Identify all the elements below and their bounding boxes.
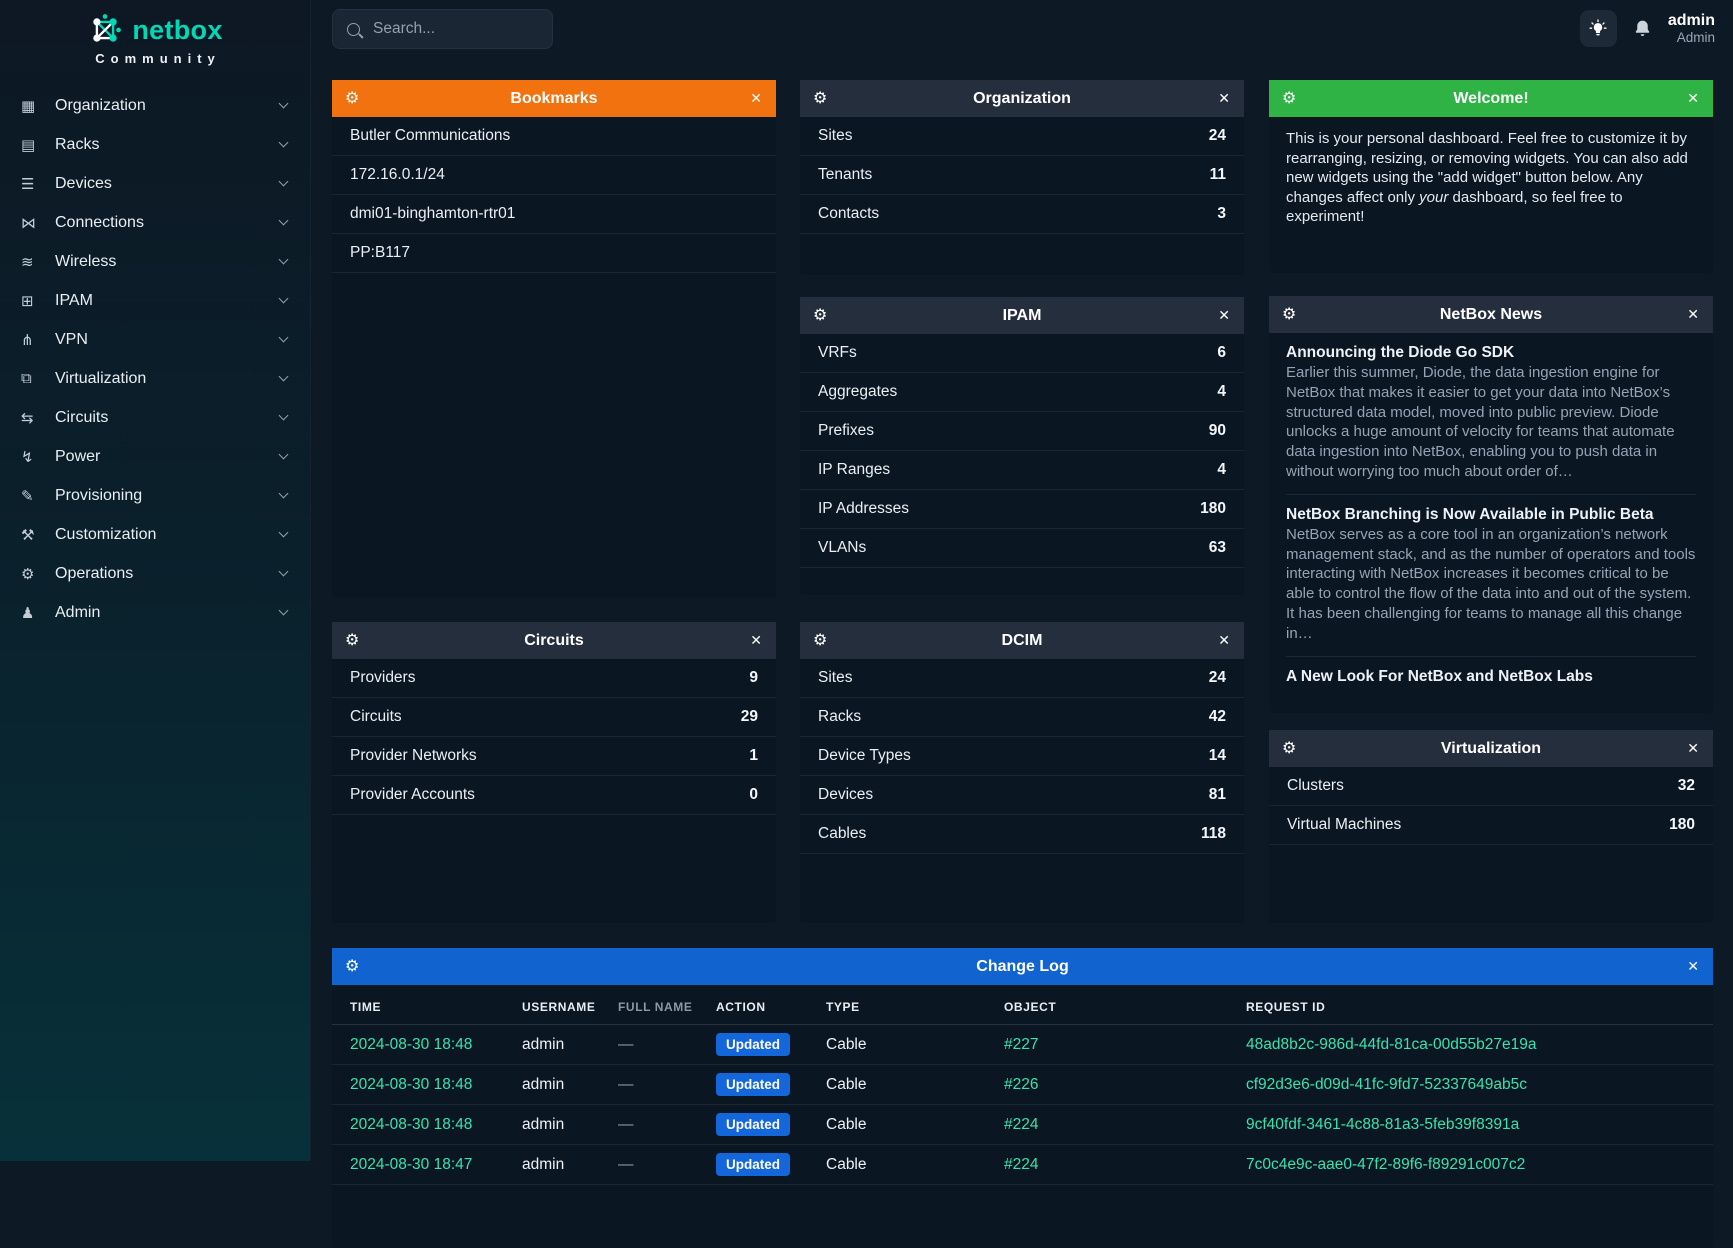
stat-label: Device Types [818,747,911,764]
connections-icon: ⋈ [21,214,36,232]
stat-row[interactable] [800,776,1244,815]
username: admin [1667,11,1715,29]
changelog-type: Cable [826,1145,1004,1185]
change-log-widget [332,948,1713,1248]
stat-row[interactable] [800,117,1244,156]
column-header: USERNAME [522,985,618,1025]
search-input[interactable] [373,20,523,38]
stat-label: Circuits [350,708,402,725]
column-header: ACTION [716,985,826,1025]
sidebar-item-label: Power [55,447,101,465]
close-icon[interactable]: ✕ [1218,632,1230,648]
welcome-text: This is your personal dashboard. Feel free to customize it by rearranging, resizing, or removing widgets. You can also add new widgets using the "add widget" button below. Any changes affect only your dashboard, so feel free to experiment! [1286,130,1688,225]
stat-label: Racks [818,708,862,725]
stat-row[interactable] [800,451,1244,490]
sidebar-item-organization[interactable] [0,86,310,125]
changelog-object-link[interactable]: #224 [1004,1105,1246,1145]
chevron-down-icon [279,606,289,616]
chevron-down-icon [279,372,289,382]
chevron-down-icon [279,99,289,109]
sidebar-item-circuits[interactable] [0,398,310,437]
sidebar-item-wireless[interactable] [0,242,310,281]
sidebar-item-virtualization[interactable] [0,359,310,398]
user-menu[interactable] [1668,12,1715,45]
changelog-fullname: — [618,1145,716,1185]
gear-icon[interactable]: ⚙ [813,307,828,324]
widget-title: NetBox News [1439,305,1543,323]
close-icon[interactable]: ✕ [1687,740,1699,756]
table-row [332,1105,1713,1145]
sidebar-item-customization[interactable] [0,515,310,554]
ipam-icon: ⊞ [21,292,34,310]
stat-value: 4 [1217,461,1226,478]
column-header: REQUEST ID [1246,985,1713,1025]
sidebar-item-devices[interactable] [0,164,310,203]
changelog-time-link[interactable]: 2024-08-30 18:48 [332,1065,522,1105]
stat-label: Cables [818,825,867,842]
gear-icon[interactable]: ⚙ [345,958,360,975]
gear-icon[interactable]: ⚙ [345,90,360,107]
bookmark-item[interactable]: dmi01-binghamton-rtr01 [332,195,776,234]
sidebar-item-label: Racks [55,135,100,153]
sidebar-item-label: Organization [55,96,146,114]
changelog-type: Cable [826,1065,1004,1105]
changelog-request-id-link[interactable]: 9cf40fdf-3461-4c88-81a3-5feb39f8391a [1246,1105,1713,1145]
stat-value: 180 [1200,500,1226,517]
stat-value: 9 [749,669,758,686]
changelog-request-id-link[interactable]: 7c0c4e9c-aae0-47f2-89f6-f89291c007c2 [1246,1145,1713,1185]
stat-value: 6 [1217,344,1226,361]
sidebar-item-label: Customization [55,525,157,543]
gear-icon[interactable]: ⚙ [813,90,828,107]
sidebar-item-provisioning[interactable] [0,476,310,515]
admin-icon: ♟ [21,604,35,622]
sidebar-item-admin[interactable] [0,593,310,632]
stat-value: 24 [1208,127,1226,144]
bookmark-item[interactable]: PP:B117 [332,234,776,273]
changelog-fullname: — [618,1065,716,1105]
stat-row[interactable] [800,659,1244,698]
stat-row[interactable] [800,529,1244,568]
sidebar-item-label: Admin [55,603,101,621]
stat-row[interactable] [800,490,1244,529]
notifications-button[interactable] [1632,18,1653,39]
news-item-title[interactable]: A New Look For NetBox and NetBox Labs [1286,667,1593,685]
stat-label: VLANs [818,539,867,556]
stat-label: IP Addresses [818,500,910,517]
chevron-down-icon [279,450,289,460]
brand[interactable] [0,12,310,66]
change-log-table [332,985,1713,1185]
stat-row[interactable] [332,698,776,737]
power-icon: ↯ [21,448,34,466]
stat-value: 1 [749,747,758,764]
column-header: FULL NAME [618,985,716,1025]
news-item-title[interactable]: Announcing the Diode Go SDK [1286,344,1515,361]
chevron-down-icon [279,177,289,187]
gear-icon[interactable]: ⚙ [1282,90,1297,107]
chevron-down-icon [279,489,289,499]
dcim-widget [800,622,1244,923]
chevron-down-icon [279,333,289,343]
search-icon [347,23,360,36]
stat-value: 11 [1209,166,1226,183]
virtualization-widget [1269,730,1713,923]
stat-row[interactable] [800,334,1244,373]
close-icon[interactable]: ✕ [1687,958,1699,974]
widget-title: Virtualization [1440,739,1542,757]
news-item [1286,333,1696,495]
sidebar-item-label: Virtualization [55,369,147,387]
virtualization-icon: ⧉ [21,370,32,387]
bell-icon [1632,18,1653,39]
changelog-request-id-link[interactable]: cf92d3e6-d09d-41fc-9fd7-52337649ab5c [1246,1065,1713,1105]
stat-row[interactable] [332,737,776,776]
stat-label: Contacts [818,205,880,222]
column-header: TIME [332,985,522,1025]
changelog-object-link[interactable]: #227 [1004,1025,1246,1065]
chevron-down-icon [279,138,289,148]
news-item-body: Earlier this summer, Diode, the data ingestion engine for NetBox that makes it easier to get your data into NetBox’s structured data model, moved into public preview. Diode unlocks a huge amount of velocity for teams that automate data ingestion into NetBox, enabling you to push data in without worrying too much about order of… [1286,364,1675,480]
sidebar-item-ipam[interactable] [0,281,310,320]
stat-row[interactable] [1269,767,1713,806]
sidebar-item-label: Connections [55,213,144,231]
changelog-request-id-link[interactable]: 48ad8b2c-986d-44fd-81ca-00d55b27e19a [1246,1025,1713,1065]
stat-label: Provider Networks [350,747,477,764]
changelog-type: Cable [826,1105,1004,1145]
sidebar-item-label: Devices [55,174,112,192]
provisioning-icon: ✎ [21,487,34,505]
chevron-down-icon [279,567,289,577]
changelog-object-link[interactable]: #226 [1004,1065,1246,1105]
gear-icon[interactable]: ⚙ [1282,740,1297,757]
close-icon[interactable]: ✕ [1218,90,1230,106]
stat-value: 180 [1669,816,1695,833]
stat-label: VRFs [818,344,857,361]
gear-icon[interactable]: ⚙ [1282,306,1297,323]
organization-icon: ▦ [21,97,36,115]
action-badge: Updated [716,1073,790,1096]
stat-row[interactable] [1269,806,1713,845]
action-badge: Updated [716,1033,790,1056]
changelog-action [716,1065,826,1105]
stat-value: 4 [1217,383,1226,400]
changelog-object-link[interactable]: #224 [1004,1145,1246,1185]
sidebar-item-operations[interactable] [0,554,310,593]
stat-label: Tenants [818,166,873,183]
sidebar-item-label: Wireless [55,252,117,270]
changelog-time-link[interactable]: 2024-08-30 18:47 [332,1145,522,1185]
stat-value: 14 [1208,747,1226,764]
bookmark-item[interactable]: Butler Communications [332,117,776,156]
close-icon[interactable]: ✕ [750,632,762,648]
news-item-body: NetBox serves as a core tool in an organization’s network management stack, and as the number of operators and tools interacting with NetBox increases it becomes critical to be able to control the flow of the data into and out of the system. It has been challenging for teams to manage all this change in… [1286,525,1696,642]
changelog-time-link[interactable]: 2024-08-30 18:48 [332,1105,522,1145]
changelog-type: Cable [826,1025,1004,1065]
changelog-fullname: — [618,1105,716,1145]
stat-label: Aggregates [818,383,898,400]
action-badge: Updated [716,1113,790,1136]
ipam-widget [800,297,1244,595]
changelog-fullname: — [618,1025,716,1065]
action-badge: Updated [716,1153,790,1176]
sidebar-item-label: Operations [55,564,134,582]
sidebar-item-label: Provisioning [55,486,143,504]
widget-title: Change Log [976,957,1069,975]
changelog-username: admin [522,1105,618,1145]
close-icon[interactable]: ✕ [1687,306,1699,322]
sidebar-item-label: VPN [55,330,88,348]
widget-title: Bookmarks [510,89,598,107]
netbox-news-widget [1269,296,1713,713]
sidebar [0,0,311,1161]
lightbulb-icon [1588,19,1608,39]
racks-icon: ▤ [21,136,36,154]
column-header: TYPE [826,985,1004,1025]
table-row [332,1025,1713,1065]
table-header-row [332,985,1713,1025]
close-icon[interactable]: ✕ [1218,307,1230,323]
gear-icon[interactable]: ⚙ [813,632,828,649]
changelog-action [716,1105,826,1145]
theme-toggle-button[interactable] [1580,10,1617,47]
close-icon[interactable]: ✕ [1687,90,1699,106]
widget-title: Circuits [524,631,584,649]
operations-icon: ⚙ [21,565,35,583]
sidebar-item-power[interactable] [0,437,310,476]
stat-label: Sites [818,669,853,686]
changelog-username: admin [522,1065,618,1105]
welcome-widget [1269,80,1713,273]
stat-row[interactable] [800,412,1244,451]
widget-title: DCIM [1001,631,1043,649]
stat-row[interactable] [332,659,776,698]
changelog-username: admin [522,1025,618,1065]
brand-subtitle: Community [95,51,221,66]
brand-name: netbox [132,14,223,45]
stat-row[interactable] [800,815,1244,854]
changelog-username: admin [522,1145,618,1185]
stat-label: Prefixes [818,422,874,439]
user-role: Admin [1676,29,1715,45]
stat-label: IP Ranges [818,461,891,478]
stat-value: 63 [1208,539,1226,556]
stat-value: 81 [1208,786,1226,803]
column-header: OBJECT [1004,985,1246,1025]
stat-label: Devices [818,786,874,803]
circuits-widget [332,622,776,923]
stat-row[interactable] [800,698,1244,737]
sidebar-item-racks[interactable] [0,125,310,164]
search-box[interactable] [332,9,553,49]
sidebar-item-label: IPAM [55,291,93,309]
circuits-icon: ⇆ [21,409,34,427]
news-item-title[interactable]: NetBox Branching is Now Available in Public Beta [1286,505,1654,523]
stat-row[interactable] [800,156,1244,195]
customization-icon: ⚒ [21,526,35,544]
chevron-down-icon [279,411,289,421]
news-item [1286,657,1696,699]
stat-label: Virtual Machines [1287,816,1402,833]
bookmark-item[interactable]: 172.16.0.1/24 [332,156,776,195]
stat-value: 118 [1200,825,1226,842]
sidebar-item-vpn[interactable] [0,320,310,359]
close-icon[interactable]: ✕ [750,90,762,106]
bookmarks-widget [332,80,776,598]
stat-label: Clusters [1287,777,1344,794]
changelog-action [716,1145,826,1185]
vpn-icon: ⋔ [21,331,34,349]
table-row [332,1145,1713,1185]
chevron-down-icon [279,216,289,226]
stat-value: 42 [1208,708,1226,725]
gear-icon[interactable]: ⚙ [345,632,360,649]
stat-value: 32 [1677,777,1695,794]
news-item [1286,495,1696,657]
stat-value: 90 [1208,422,1226,439]
stat-value: 29 [740,708,758,725]
netbox-logo-icon [87,12,123,48]
widget-title: Organization [973,89,1071,107]
stat-value: 24 [1208,669,1226,686]
sidebar-nav [0,86,310,632]
stat-value: 3 [1217,205,1226,222]
stat-row[interactable] [800,373,1244,412]
sidebar-item-connections[interactable] [0,203,310,242]
stat-label: Provider Accounts [350,786,475,803]
stat-row[interactable] [332,776,776,815]
devices-icon: ☰ [21,175,35,193]
table-row [332,1065,1713,1105]
widget-title: IPAM [1002,306,1042,324]
wireless-icon: ≋ [21,253,34,271]
chevron-down-icon [279,255,289,265]
stat-label: Sites [818,127,853,144]
stat-value: 0 [749,786,758,803]
widget-title: Welcome! [1453,89,1529,107]
organization-widget [800,80,1244,275]
chevron-down-icon [279,294,289,304]
stat-label: Providers [350,669,416,686]
sidebar-item-label: Circuits [55,408,109,426]
chevron-down-icon [279,528,289,538]
changelog-time-link[interactable]: 2024-08-30 18:48 [332,1025,522,1065]
stat-row[interactable] [800,737,1244,776]
stat-row[interactable] [800,195,1244,234]
topbar-right [1580,10,1715,47]
changelog-action [716,1025,826,1065]
